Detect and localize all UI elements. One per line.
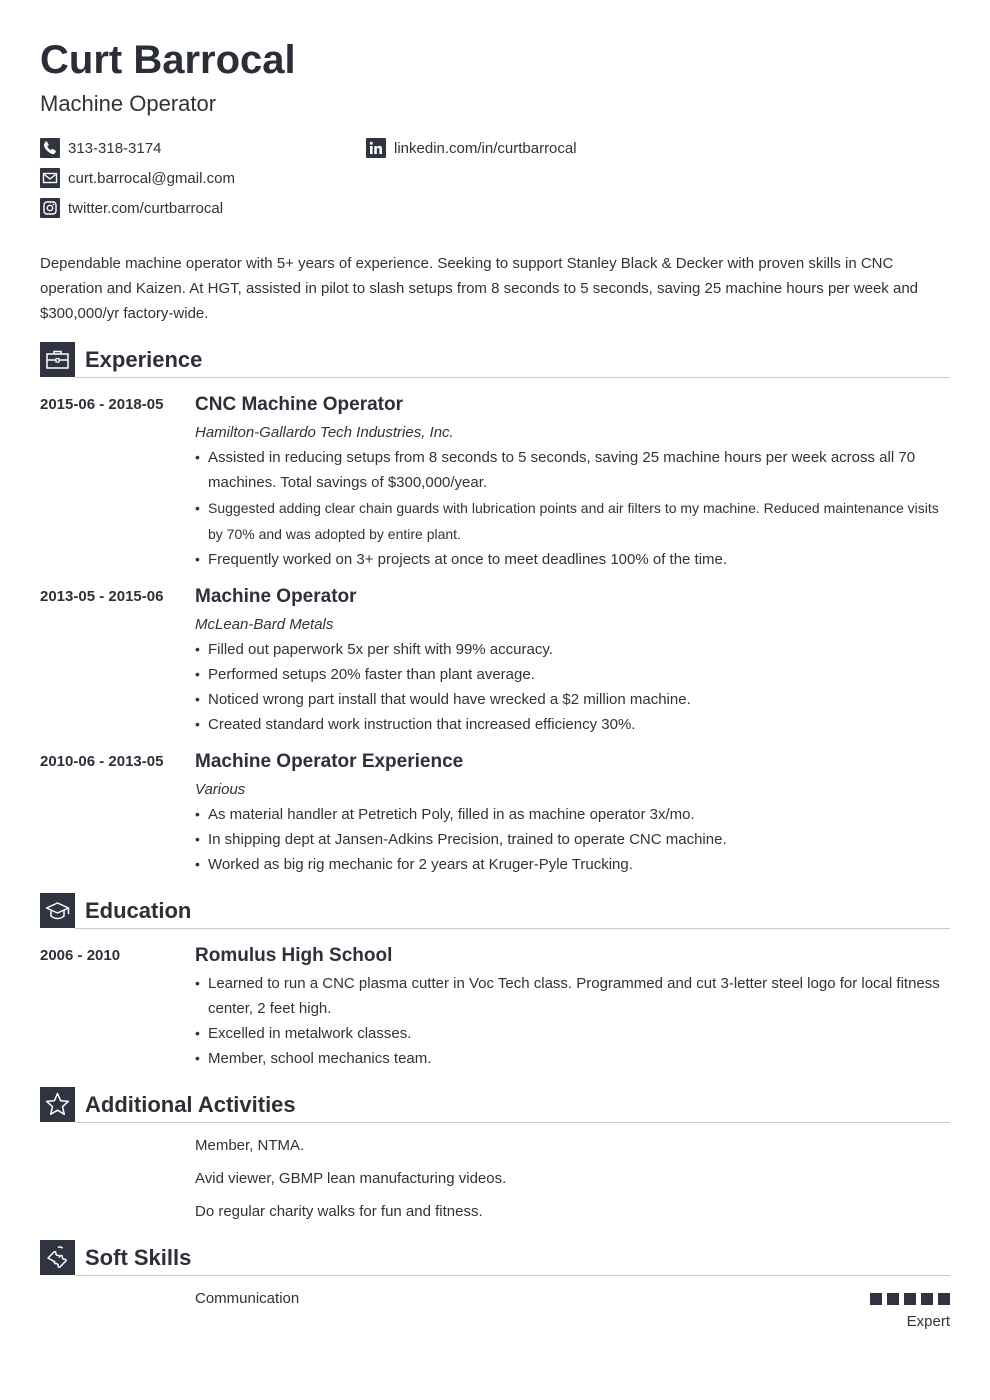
education-bullet: • Excelled in metalwork classes. [195,1021,950,1046]
profile-summary: Dependable machine operator with 5+ years of experience. Seeking to support Stanley Black & Decker with proven skills in CNC operation and Kaizen. At HGT, assisted in pilot to slash setups from 8 seconds to 5 seconds, saving 25 machine hours per week and $300,000/yr factory-wide. [40,255,918,322]
skill-level: Expert [906,1313,950,1330]
skill-rating [870,1293,950,1305]
education-bullets [195,971,950,1071]
contact-phone [40,138,161,158]
candidate-role: Machine Operator [40,91,217,116]
email-text[interactable]: curt.barrocal@gmail.com [68,169,235,187]
job-bullet: • Filled out paperwork 5x per shift with 99% accuracy. [195,637,950,662]
education-title: Education [85,898,192,923]
star-icon [40,1087,75,1122]
activity-item: Member, NTMA. [195,1137,305,1154]
phone-icon [40,138,60,158]
soft-skills-title: Soft Skills [85,1245,192,1270]
skill-rating-square [904,1293,916,1305]
candidate-name: Curt Barrocal [40,38,296,82]
section-divider [75,928,950,929]
education-bullet: • Member, school mechanics team. [195,1046,950,1071]
job-bullet: • Created standard work instruction that increased efficiency 30%. [195,712,950,737]
puzzle-piece-icon [40,1240,75,1275]
linkedin-icon [366,138,386,158]
contact-twitter[interactable] [40,198,223,218]
envelope-icon [40,168,60,188]
activity-item: Avid viewer, GBMP lean manufacturing videos. [195,1170,507,1187]
contact-email[interactable] [40,168,235,188]
job-date: 2013-05 - 2015-06 [40,588,164,605]
education-bullet: • Learned to run a CNC plasma cutter in Voc Tech class. Programmed and cut 3-letter steel logo for local fitness center, 2 feet high. [195,971,950,1021]
skill-rating-square [938,1293,950,1305]
job-bullet: • In shipping dept at Jansen-Adkins Precision, trained to operate CNC machine. [195,827,950,852]
education-date: 2006 - 2010 [40,947,121,964]
section-divider [75,377,950,378]
graduation-cap-icon [40,893,75,928]
job-bullet: • Suggested adding clear chain guards with lubrication points and air filters to my machine. Reduced maintenance visits by 70% and was adopted by entire plant. [195,495,950,547]
skill-name: Communication [195,1290,300,1307]
job-bullets [195,802,950,877]
experience-title: Experience [85,347,203,372]
activities-section-header [40,1087,950,1123]
activities-title: Additional Activities [85,1092,296,1117]
job-bullet: • Worked as big rig mechanic for 2 years at Kruger-Pyle Trucking. [195,852,950,877]
contact-linkedin[interactable] [366,138,577,158]
job-title: Machine Operator [195,586,357,607]
job-bullets [195,637,950,737]
education-section-header [40,893,950,929]
job-bullets [195,445,950,572]
job-company: Various [195,781,246,798]
school-name: Romulus High School [195,945,393,966]
job-bullet: • As material handler at Petretich Poly, filled in as machine operator 3x/mo. [195,802,950,827]
briefcase-icon [40,342,75,377]
activity-item: Do regular charity walks for fun and fitness. [195,1203,483,1220]
section-divider [75,1122,950,1123]
linkedin-text[interactable]: linkedin.com/in/curtbarrocal [394,139,577,157]
job-title: CNC Machine Operator [195,394,403,415]
soft-skills-section-header [40,1240,950,1276]
section-divider [75,1275,950,1276]
skill-rating-square [887,1293,899,1305]
skill-rating-square [921,1293,933,1305]
experience-section-header [40,342,950,378]
job-date: 2010-06 - 2013-05 [40,753,164,770]
job-bullet: • Frequently worked on 3+ projects at once to meet deadlines 100% of the time. [195,547,950,572]
phone-text: 313-318-3174 [68,139,162,157]
job-company: McLean-Bard Metals [195,616,334,633]
job-bullet: • Noticed wrong part install that would have wrecked a $2 million machine. [195,687,950,712]
instagram-icon [40,198,60,218]
job-bullet: • Assisted in reducing setups from 8 seconds to 5 seconds, saving 25 machine hours per week across all 70 machines. Total savings of $300,000/year. [195,445,950,495]
job-date: 2015-06 - 2018-05 [40,396,164,413]
job-title: Machine Operator Experience [195,751,464,772]
skill-rating-square [870,1293,882,1305]
job-bullet: • Performed setups 20% faster than plant average. [195,662,950,687]
job-company: Hamilton-Gallardo Tech Industries, Inc. [195,424,454,441]
twitter-text[interactable]: twitter.com/curtbarrocal [68,199,224,217]
